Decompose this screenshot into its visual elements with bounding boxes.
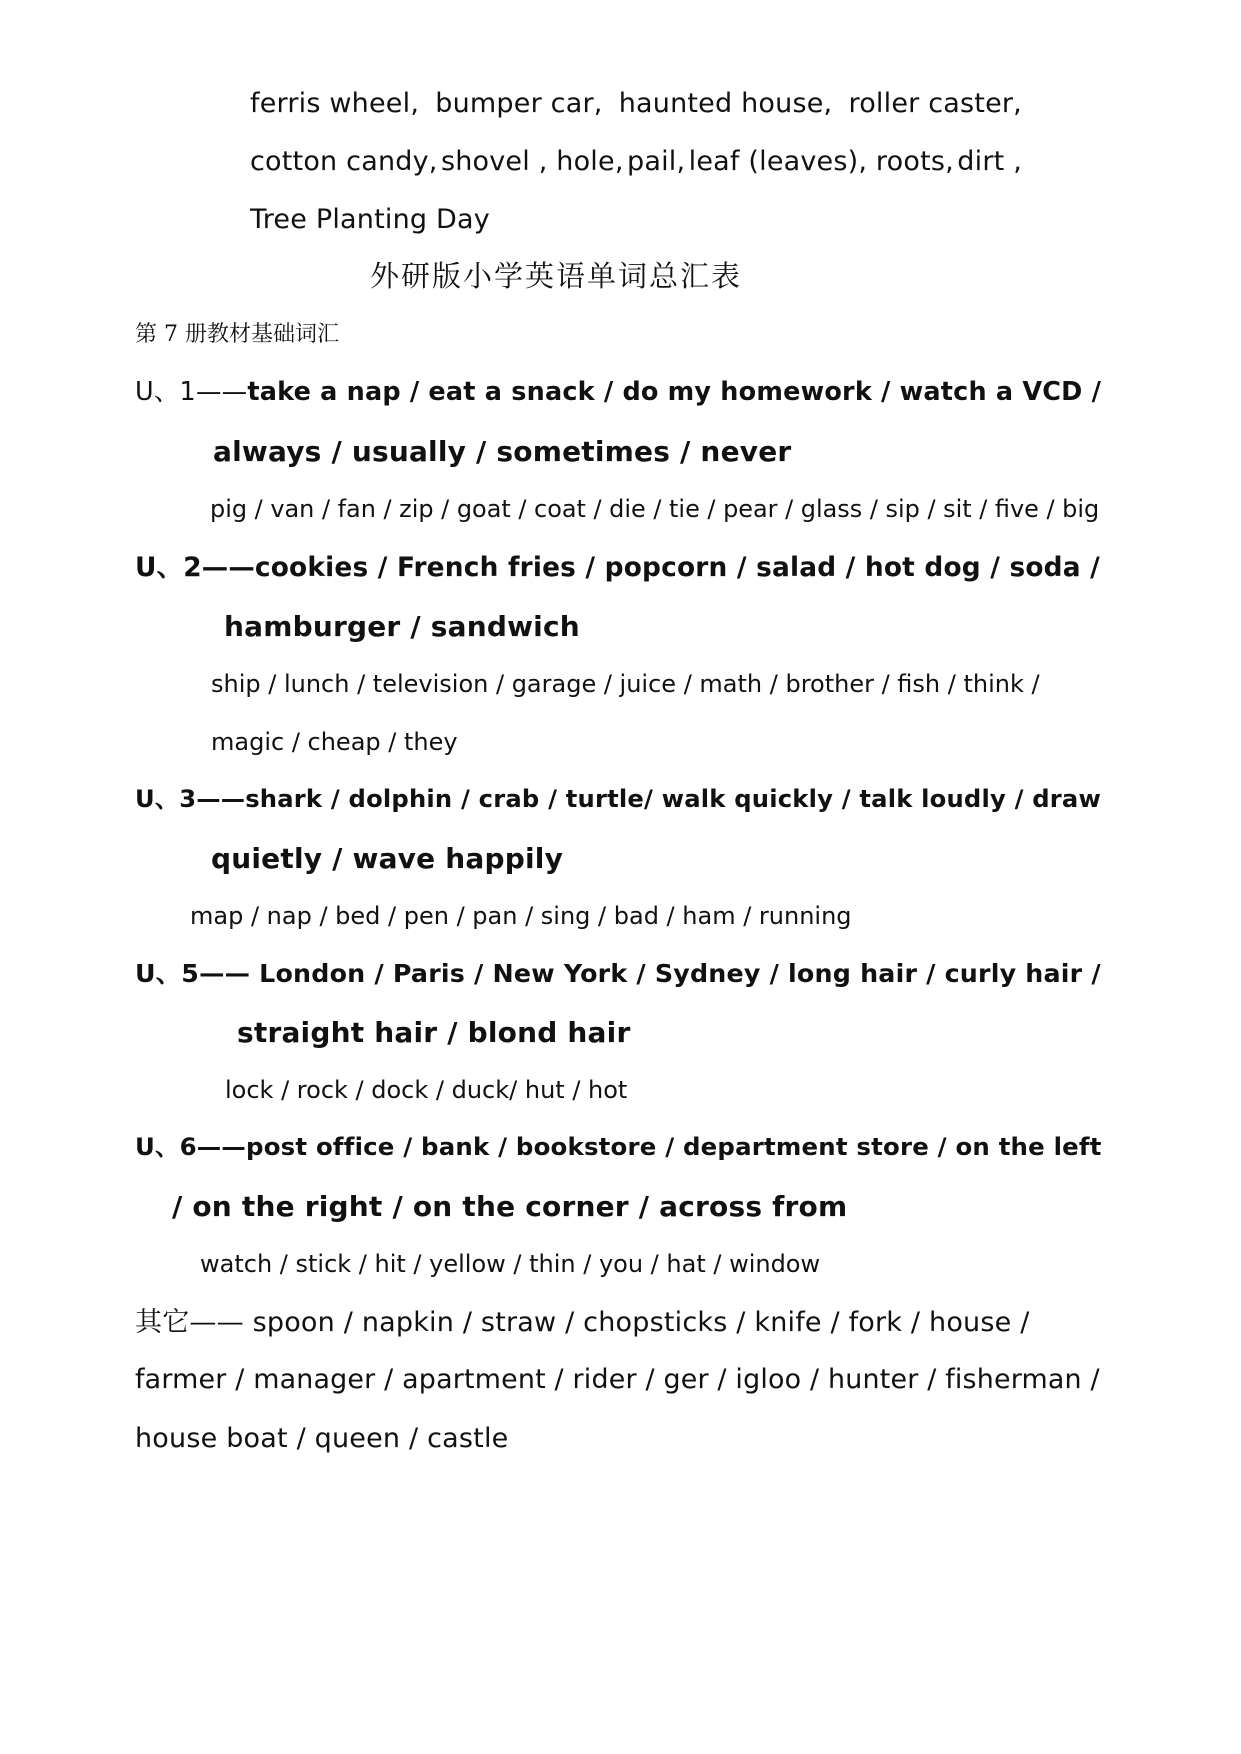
- unit-3-phonics: map / nap / bed / pen / pan / sing / bad / ham / running: [190, 902, 852, 930]
- unit-vocabulary: take a nap / eat a snack / do my homework / watch a VCD /: [247, 377, 1102, 407]
- unit-label: U、3——: [135, 785, 246, 813]
- unit-5-main-line-2: straight hair / blond hair: [237, 1016, 631, 1049]
- unit-3-main-line-2: quietly / wave happily: [211, 842, 564, 875]
- word: leaf (leaves), roots,: [688, 146, 954, 177]
- other-vocabulary: spoon / napkin / straw / chopsticks / knife / fork / house /: [252, 1307, 1030, 1338]
- unit-label: U、2——: [135, 553, 255, 583]
- section-heading: 第 7 册教材基础词汇: [135, 322, 339, 347]
- unit-label: U、1——: [135, 377, 248, 407]
- other-label: 其它——: [135, 1307, 244, 1338]
- top-words-row-2: [250, 148, 1022, 175]
- unit-2-phonics-line-1: ship / lunch / television / garage / juice / math / brother / fish / think /: [211, 670, 1040, 698]
- unit-label: U、5——: [135, 958, 260, 988]
- word: bumper car,: [435, 88, 603, 119]
- top-words-row-3: Tree Planting Day: [250, 204, 490, 235]
- word: dirt ,: [957, 146, 1022, 177]
- unit-2-main-line-2: hamburger / sandwich: [224, 610, 580, 643]
- other-line-1: [135, 1309, 1030, 1336]
- unit-vocabulary: post office / bank / bookstore / department store / on the left: [246, 1132, 1102, 1161]
- word: roller caster,: [848, 88, 1022, 119]
- word: haunted house,: [618, 88, 833, 119]
- other-line-3: house boat / queen / castle: [135, 1423, 509, 1454]
- unit-3-main-line-1: [135, 787, 1101, 811]
- page-title: 外研版小学英语单词总汇表: [370, 259, 743, 293]
- unit-5-main-line-1: [135, 958, 1101, 988]
- word: ferris wheel,: [250, 88, 420, 119]
- unit-vocabulary: shark / dolphin / crab / turtle/ walk quickly / talk loudly / draw: [245, 785, 1102, 813]
- unit-1-main-line-1: [135, 377, 1102, 407]
- word: cotton candy,: [250, 146, 438, 177]
- unit-6-main-line-1: [135, 1132, 1102, 1161]
- other-line-2: farmer / manager / apartment / rider / ger / igloo / hunter / fisherman /: [135, 1364, 1100, 1395]
- unit-5-phonics: lock / rock / dock / duck/ hut / hot: [225, 1076, 628, 1104]
- unit-1-main-line-2: always / usually / sometimes / never: [213, 435, 792, 468]
- top-words-row-1: [250, 90, 1022, 117]
- unit-1-phonics: pig / van / fan / zip / goat / coat / die / tie / pear / glass / sip / sit / five / big: [210, 495, 1100, 523]
- unit-label: U、6——: [135, 1132, 247, 1161]
- unit-2-main-line-1: [135, 555, 1100, 581]
- word: shovel , hole,: [440, 146, 624, 177]
- unit-vocabulary: cookies / French fries / popcorn / salad / hot dog / soda /: [254, 553, 1100, 583]
- unit-6-phonics: watch / stick / hit / yellow / thin / you / hat / window: [200, 1250, 821, 1278]
- unit-2-phonics-line-2: magic / cheap / they: [211, 728, 458, 756]
- word: pail,: [626, 146, 686, 177]
- unit-6-main-line-2: / on the right / on the corner / across from: [172, 1190, 848, 1223]
- unit-vocabulary: London / Paris / New York / Sydney / long hair / curly hair /: [259, 958, 1101, 988]
